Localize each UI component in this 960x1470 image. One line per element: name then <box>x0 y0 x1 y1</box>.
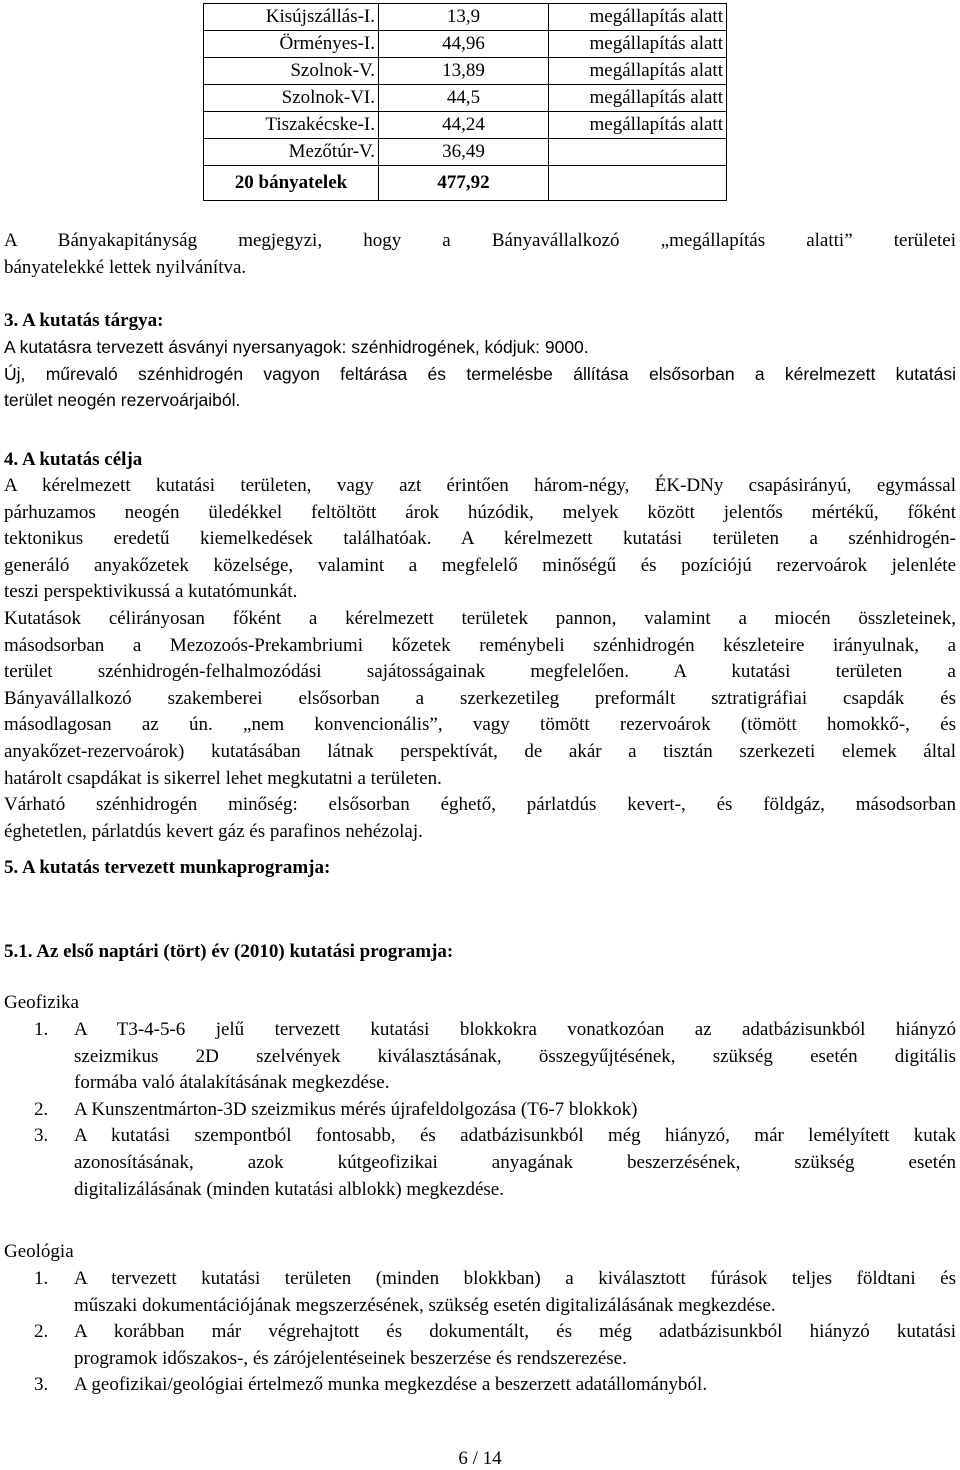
total-cell-name: 20 bányatelek <box>204 166 379 201</box>
cell-area: 44,24 <box>379 112 549 139</box>
table-row <box>204 139 727 166</box>
cell-name: Örményes-I. <box>204 31 379 58</box>
total-cell-area: 477,92 <box>379 166 549 201</box>
list-item <box>34 1017 956 1097</box>
note-line: A Bányakapitányság megjegyzi, hogy a Bányavállalkozó „megállapítás alatti” területei <box>4 230 956 251</box>
list-number: 2. <box>34 1098 49 1120</box>
cell-status: megállapítás alatt <box>549 31 727 58</box>
list-number: 3. <box>34 1125 49 1147</box>
table-row <box>204 112 727 139</box>
text-line: szeizmikus 2D szelvények kiválasztásának, összegyűjtésének, szükség esetén digitális <box>74 1045 956 1067</box>
text-line: generáló anyakőzetek közelsége, valamint a megfelelő minőségű és pozíciójú rezervoárok jelenléte <box>4 554 956 576</box>
text-line: teszi perspektivikussá a kutatómunkát. <box>4 581 298 603</box>
list-item <box>34 1266 956 1319</box>
text-line: A T3-4-5-6 jelű tervezett kutatási blokkokra vonatkozóan az adatbázisunkból hiányzó <box>74 1019 956 1040</box>
text-line: A kutatási szempontból fontosabb, és adatbázisunkból még hiányzó, már lemélyített kutak <box>74 1125 956 1147</box>
text-line: Bányavállalkozó szakemberei elsősorban a szerkezetileg preformált sztratigráfiai csapdák és <box>4 687 956 709</box>
text-line: A kérelmezett kutatási területen, vagy azt érintően három-négy, ÉK-DNy csapásirányú, egymással <box>4 475 956 496</box>
text-line: Várható szénhidrogén minőség: elsősorban éghető, párlatdús kevert-, és földgáz, másodsorban <box>4 794 956 816</box>
cell-status: megállapítás alatt <box>549 85 727 112</box>
text-line: formába való átalakításának megkezdése. <box>74 1072 390 1094</box>
list-item <box>34 1319 956 1372</box>
text-line: Kutatások célirányosan főként a kérelmezett területek pannon, valamint a miocén összleteinek, <box>4 607 956 629</box>
cell-name: Mezőtúr-V. <box>204 139 379 166</box>
text-line: A tervezett kutatási területen (minden blokkban) a kiválasztott fúrások teljes földtani és <box>74 1268 956 1289</box>
cell-status <box>549 139 727 166</box>
cell-area: 13,89 <box>379 58 549 85</box>
text-line: A kutatásra tervezett ásványi nyersanyagok: szénhidrogének, kódjuk: 9000. <box>4 337 589 357</box>
cell-status: megállapítás alatt <box>549 58 727 85</box>
text-line: azonosításának, azok kútgeofizikai anyagának beszerzésének, szükség esetén <box>74 1151 956 1173</box>
geologia-title: Geológia <box>4 1241 74 1262</box>
cell-name: Kisújszállás-I. <box>204 4 379 31</box>
cell-status: megállapítás alatt <box>549 4 727 31</box>
list-number: 1. <box>34 1268 49 1289</box>
text-line: másodsorban a Mezozoós-Prekambriumi kőzetek reménybeli szénhidrogén készleteire irányulnak, a <box>4 634 956 656</box>
cell-status: megállapítás alatt <box>549 112 727 139</box>
section-4-body <box>4 473 956 845</box>
text-line: terület neogén rezervoárjaiból. <box>4 390 241 411</box>
text-line: digitalizálásának (minden kutatási alblokk) megkezdése. <box>74 1178 504 1200</box>
list-item <box>34 1097 956 1124</box>
section-4-heading: 4. A kutatás célja <box>4 449 143 470</box>
cell-name: Tiszakécske-I. <box>204 112 379 139</box>
cell-area: 13,9 <box>379 4 549 31</box>
text-line: határolt csapdákat is sikerrel lehet megkutatni a területen. <box>4 767 442 789</box>
text-line: terület szénhidrogén-felhalmozódási sajátosságainak megfelelően. A kutatási területen a <box>4 661 956 683</box>
page-number: 6 / 14 <box>458 1448 502 1469</box>
paragraph <box>4 473 956 606</box>
cell-area: 36,49 <box>379 139 549 166</box>
table-row <box>204 31 727 58</box>
paragraph <box>4 606 956 792</box>
text-line: Új, műrevaló szénhidrogén vagyon feltárása és termelésbe állítása elsősorban a kérelmezett kutatási <box>4 363 956 384</box>
text-line: A Kunszentmárton-3D szeizmikus mérés újrafeldolgozása (T6-7 blokkok) <box>74 1098 638 1120</box>
cell-area: 44,5 <box>379 85 549 112</box>
list-number: 2. <box>34 1321 49 1343</box>
cell-name: Szolnok-V. <box>204 58 379 85</box>
mining-fields-table <box>203 3 727 201</box>
text-line: másodlagosan az ún. „nem konvencionális”, vagy tömött rezervoárok (tömött homokkő-, és <box>4 714 956 736</box>
cell-name: Szolnok-VI. <box>204 85 379 112</box>
text-line: anyakőzet-rezervoárok) kutatásában látnak perspektívát, de akár a tisztán szerkezeti elemek által <box>4 740 956 762</box>
text-line: A geofizikai/geológiai értelmező munka megkezdése a beszerzett adatállományból. <box>74 1374 708 1396</box>
list-item <box>34 1372 956 1399</box>
text-line: párhuzamos neogén üledékkel feltöltött árok húzódik, melyek között jelentős mértékű, főként <box>4 501 956 523</box>
text-line: műszaki dokumentációjának megszerzésének, szükség esetén digitalizálásának megkezdése. <box>74 1294 776 1316</box>
note-paragraph <box>4 228 956 281</box>
list-item <box>34 1123 956 1203</box>
section-3-heading: 3. A kutatás tárgya: <box>4 310 164 331</box>
list-number: 3. <box>34 1374 49 1396</box>
geofizika-title: Geofizika <box>4 992 79 1013</box>
text-line: éghetetlen, párlatdús kevert gáz és parafinos nehézolaj. <box>4 820 423 842</box>
cell-area: 44,96 <box>379 31 549 58</box>
table-row <box>204 58 727 85</box>
table-total-row <box>204 166 727 201</box>
section-5-1-heading: 5.1. Az első naptári (tört) év (2010) kutatási programja: <box>4 941 454 962</box>
paragraph <box>4 792 956 845</box>
list-number: 1. <box>34 1019 49 1040</box>
text-line: A korábban már végrehajtott és dokumentált, és még adatbázisunkból hiányzó kutatási <box>74 1321 956 1343</box>
text-line: tektonikus eredetű kiemelkedések találhatóak. A kérelmezett kutatási területen a szénhidrogén- <box>4 528 956 550</box>
total-cell-status <box>549 166 727 201</box>
section-5-heading: 5. A kutatás tervezett munkaprogramja: <box>4 857 331 878</box>
text-line: programok időszakos-, és zárójelentéseinek beszerzése és rendszerezése. <box>74 1347 627 1369</box>
geologia-list <box>34 1266 956 1399</box>
geofizika-list <box>34 1017 956 1203</box>
table-row <box>204 4 727 31</box>
table-row <box>204 85 727 112</box>
note-line: bányatelekké lettek nyilvánítva. <box>4 256 247 278</box>
section-3-body <box>4 334 956 414</box>
